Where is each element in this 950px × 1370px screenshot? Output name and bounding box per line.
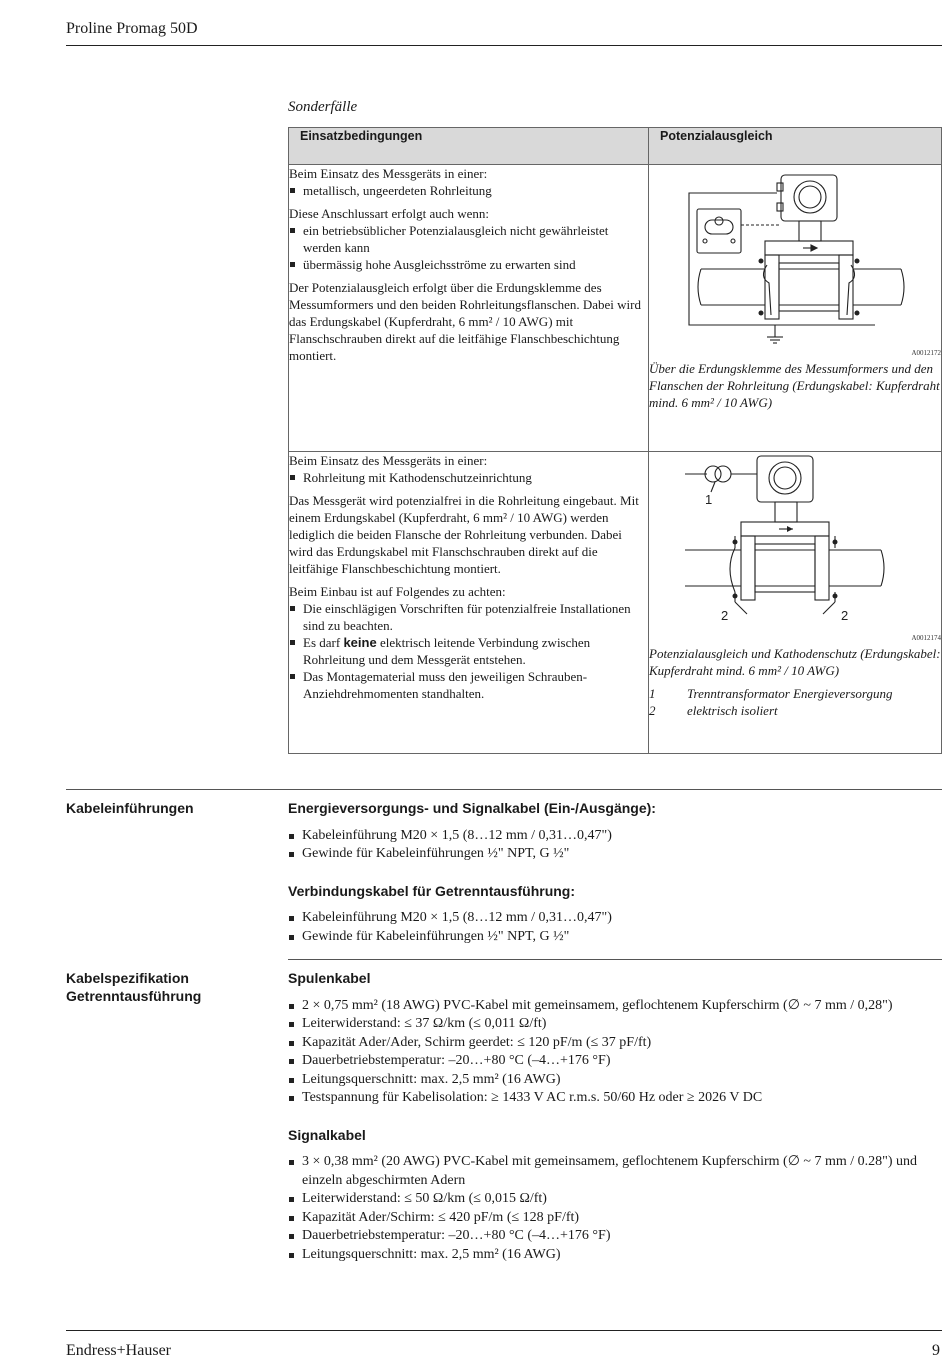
table-row: [289, 165, 942, 452]
list-item: Gewinde für Kabeleinführungen ½" NPT, G ½": [288, 928, 948, 947]
list-item: ein betriebsüblicher Potenzialausgleich nicht gewährleistet werden kann: [289, 222, 648, 256]
callout-2-right: 2: [841, 608, 849, 623]
column-header-equalization: Potenzialausgleich: [649, 128, 942, 165]
column-header-conditions: Einsatzbedingungen: [289, 128, 649, 165]
figure-legend: [649, 685, 941, 719]
list-item: Kapazität Ader/Schirm: ≤ 420 pF/m (≤ 128 pF/ft): [288, 1209, 948, 1228]
list-item: Kabeleinführung M20 × 1,5 (8…12 mm / 0,31…0,47"): [288, 827, 948, 846]
label-kabeleinfuehrungen: Kabeleinführungen: [66, 800, 194, 816]
header-rule: [66, 45, 942, 46]
cathodic-protection-diagram: [685, 452, 905, 632]
callout-1: 1: [705, 492, 713, 507]
row2-intro-list: [289, 469, 648, 486]
list-item: Leitungsquerschnitt: max. 2,5 mm² (16 AWG): [288, 1246, 948, 1265]
list-item: Das Montagematerial muss den jeweiligen Schrauben-Anziehdrehmomenten standhalten.: [289, 668, 648, 702]
list-item: Leiterwiderstand: ≤ 50 Ω/km (≤ 0,015 Ω/ft): [288, 1190, 948, 1209]
figure-caption: Potenzialausgleich und Kathodenschutz (Erdungskabel: Kupferdraht mind. 6 mm² / 10 AWG): [649, 646, 941, 678]
row2-paragraph: Das Messgerät wird potenzialfrei in die Rohrleitung eingebaut. Mit einem Erdungskabel (Kupferdraht, 6 mm² / 10 AWG) werden lediglich die beiden Flansche der Rohrleitung verbunden. Dabei wird das Erdungskabel mit Flanschschrauben direkt auf die leitfähige Flanschbeschichtung montiert.: [289, 493, 639, 576]
potential-equalization-table: [288, 127, 942, 754]
list-item: Dauerbetriebstemperatur: –20…+80 °C (–4…+176 °F): [288, 1052, 948, 1071]
cable-entries-heading-2: Verbindungskabel für Getrenntausführung:: [288, 882, 576, 899]
footer-brand: Endress+Hauser: [66, 1342, 171, 1359]
list-item: 2 × 0,75 mm² (18 AWG) PVC-Kabel mit gemeinsamem, geflochtenem Kupferschirm (∅ ~ 7 mm / 0,28"): [288, 997, 948, 1016]
conditions-cell: [289, 452, 649, 754]
list-item: Gewinde für Kabeleinführungen ½" NPT, G ½": [288, 845, 948, 864]
row1-intro: Beim Einsatz des Messgeräts in einer:: [289, 166, 488, 181]
cable-entries-list-2: [288, 909, 948, 946]
page-number: 9: [932, 1342, 940, 1359]
figure-code: A0012172: [911, 349, 941, 357]
list-item: Die einschlägigen Vorschriften für potenzialfreie Installationen sind zu beachten.: [289, 600, 648, 634]
section-divider: [66, 789, 942, 790]
list-item: Rohrleitung mit Kathodenschutzeinrichtung: [289, 469, 648, 486]
list-item: Leitungsquerschnitt: max. 2,5 mm² (16 AWG): [288, 1071, 948, 1090]
document-title: Proline Promag 50D: [66, 20, 198, 37]
cable-spec-block: [288, 969, 948, 1282]
label-kabelspezifikation: Kabelspezifikation Getrenntausführung: [66, 970, 202, 1004]
list-item: Es darf keine elektrisch leitende Verbindung zwischen Rohrleitung und dem Messgerät entstehen.: [289, 634, 648, 668]
list-item: Kapazität Ader/Ader, Schirm geerdet: ≤ 120 pF/m (≤ 37 pF/ft): [288, 1034, 948, 1053]
cable-entries-block: [288, 799, 948, 964]
equalization-cell: [649, 452, 942, 754]
coil-cable-heading: Spulenkabel: [288, 970, 371, 986]
legend-item: 1 Trenntransformator Energieversorgung: [649, 686, 893, 701]
list-item: 3 × 0,38 mm² (20 AWG) PVC-Kabel mit gemeinsamem, geflochtenem Kupferschirm (∅ ~ 7 mm / 0.28") und einzeln abgeschirmten Adern: [288, 1153, 948, 1190]
list-item: Dauerbetriebstemperatur: –20…+80 °C (–4…+176 °F): [288, 1227, 948, 1246]
figure-caption: Über die Erdungsklemme des Messumformers und den Flanschen der Rohrleitung (Erdungskabel: Kupferdraht mind. 6 mm² / 10 AWG): [649, 361, 940, 410]
row2-notes-list: [289, 600, 648, 702]
row2-intro: Beim Einsatz des Messgeräts in einer:: [289, 453, 488, 468]
figure-code: A0012174: [911, 634, 941, 642]
list-item: metallisch, ungeerdeten Rohrleitung: [289, 182, 648, 199]
row1-also-text: Diese Anschlussart erfolgt auch wenn:: [289, 206, 490, 221]
row1-intro-list: [289, 182, 648, 199]
signal-cable-list: [288, 1153, 948, 1264]
table-header-row: [289, 128, 942, 165]
list-item: Testspannung für Kabelisolation: ≥ 1433 V AC r.m.s. 50/60 Hz oder ≥ 2026 V DC: [288, 1089, 948, 1108]
grounding-clamp-diagram: [685, 165, 905, 347]
list-item: übermässig hohe Ausgleichsströme zu erwarten sind: [289, 256, 648, 273]
callout-2-left: 2: [721, 608, 729, 623]
conditions-cell: [289, 165, 649, 452]
cable-entries-list-1: [288, 827, 948, 864]
row1-also-list: [289, 222, 648, 273]
row2-notes-title: Beim Einbau ist auf Folgendes zu achten:: [289, 584, 506, 599]
section-label: Sonderfälle: [288, 99, 358, 115]
section-divider: [288, 959, 942, 960]
signal-cable-heading: Signalkabel: [288, 1126, 366, 1143]
row1-paragraph: Der Potenzialausgleich erfolgt über die Erdungsklemme des Messumformers und den beiden Rohrleitungsflanschen. Dabei wird das Erdungskabel (Kupferdraht, 6 mm² / 10 AWG) mit Flanschschrauben direkt auf die leitfähige Flanschbeschichtung montiert.: [289, 280, 642, 363]
footer-rule: [66, 1330, 942, 1331]
table-row: [289, 452, 942, 754]
cable-entries-heading-1: Energieversorgungs- und Signalkabel (Ein-/Ausgänge):: [288, 800, 656, 816]
equalization-cell: [649, 165, 942, 452]
list-item: Leiterwiderstand: ≤ 37 Ω/km (≤ 0,011 Ω/ft): [288, 1015, 948, 1034]
coil-cable-list: [288, 997, 948, 1108]
legend-item: 2 elektrisch isoliert: [649, 703, 778, 718]
emphasis-keine: keine: [343, 635, 377, 650]
list-item: Kabeleinführung M20 × 1,5 (8…12 mm / 0,31…0,47"): [288, 909, 948, 928]
